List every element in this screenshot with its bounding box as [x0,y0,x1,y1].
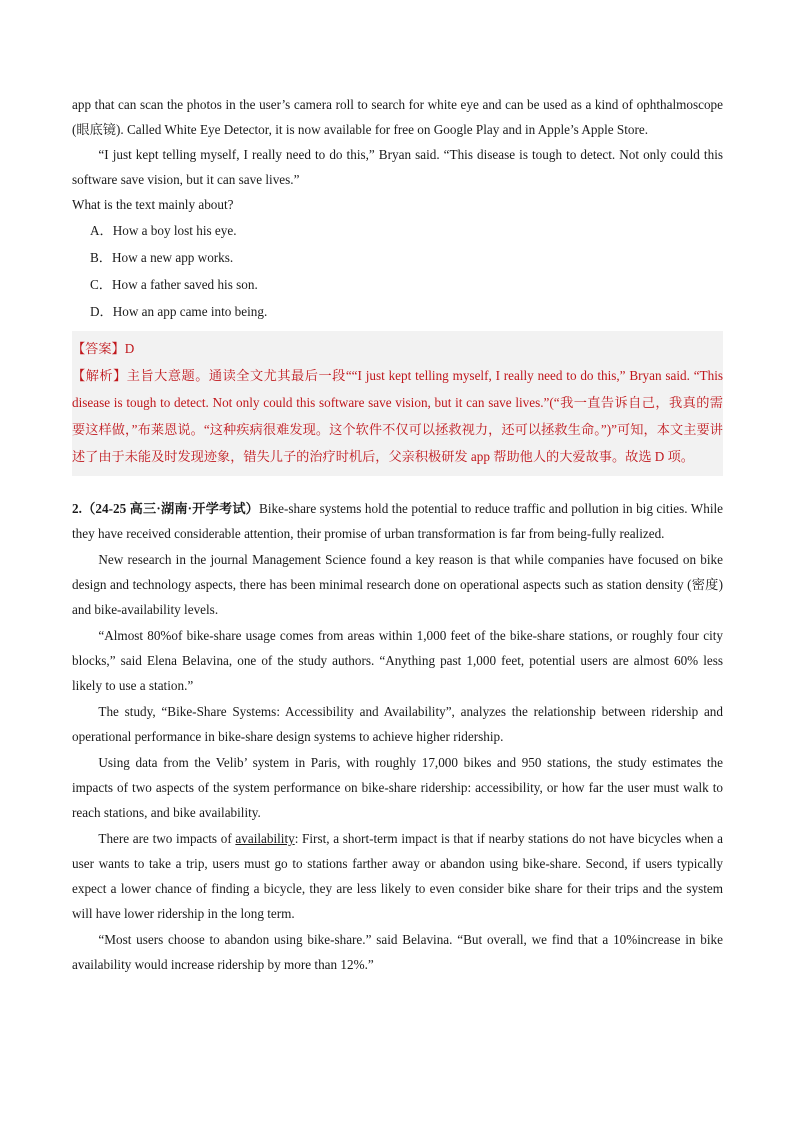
question-2-intro [72,496,723,546]
question-number: 2. [72,501,82,516]
intro-text: Bike-share systems hold the potential to reduce traffic and pollution in big cities. While they have received considerable attention, their promise of urban transformation is far from being-fully realized. [72,501,723,541]
passage-paragraph: “Most users choose to abandon using bike-share.” said Belavina. “But overall, we find that a 10%increase in bike availability would increase ridership by more than 12%.” [72,932,723,972]
passage-paragraph: Using data from the Velib’ system in Paris, with roughly 17,000 bikes and 950 stations, the study estimates the impacts of two aspects of the system performance on bike-share ridership: accessibility, or how far the user must walk to reach stations, and bike availability. [72,755,723,820]
passage-paragraph [72,826,723,926]
question-stem: What is the text mainly about? [72,197,234,212]
option-c: C．How a father saved his son. [90,277,258,292]
passage-paragraph: app that can scan the photos in the user’s camera roll to search for white eye and can be used as a kind of ophthalmoscope (眼底镜). Called White Eye Detector, it is now available for free on Google Play and in Apple’s Apple Store. [72,97,723,137]
underlined-word: availability [235,831,295,846]
document-page [72,92,723,977]
passage-paragraph: The study, “Bike-Share Systems: Accessibility and Availability”, analyzes the relationship between ridership and operational performance in bike-share design systems to achieve higher ridership. [72,704,723,744]
passage-paragraph: “Almost 80%of bike-share usage comes from areas within 1,000 feet of the bike-share stations, or roughly four city blocks,” said Elena Belavina, one of the study authors. “Anything past 1,000 feet, potential users are almost 60% less likely to use a station.” [72,628,723,693]
answer-line: 【答案】D [72,341,135,356]
option-d: D．How an app came into being. [90,304,268,319]
text-span: : First, a short-term impact is that if nearby stations do not have bicycles when a user wants to take a trip, users must go to stations farther away or abandon using bike-share. Second, if users typically expect a lower chance of finding a bicycle, they are less likely to even consider bike share for their trips and the system will have lower ridership in the long term. [72,831,723,921]
passage-paragraph: New research in the journal Management Science found a key reason is that while companies have focused on bike design and technology aspects, there has been minimal research done on operational aspects such as station density (密度) and bike-availability levels. [72,552,723,617]
analysis-text: 【解析】主旨大意题。通读全文尤其最后一段““I just kept telling myself, I really need to do this,” Bryan said. “This disease is tough to detect. Not only could this software save vision, but it can save lives.”(“我一直告诉自己，我真的需要这样做，”布莱恩说。“这种疾病很难发现。这个软件不仅可以拯救视力，还可以拯救生命。”)”可知，本文主要讲述了由于未能及时发现迹象，错失儿子的治疗时机后，父亲积极研发 app 帮助他人的大爱故事。故选 D 项。 [72,368,723,464]
text-span: There are two impacts of [98,831,236,846]
option-b: B．How a new app works. [90,250,234,265]
answer-explanation-box [72,331,723,476]
passage-paragraph: “I just kept telling myself, I really need to do this,” Bryan said. “This disease is tough to detect. Not only could this software save vision, but it can save lives.” [72,147,723,187]
question-source: （24-25 高三·湖南·开学考试） [81,501,260,516]
option-a: A．How a boy lost his eye. [90,223,237,238]
answer-options [72,217,723,325]
